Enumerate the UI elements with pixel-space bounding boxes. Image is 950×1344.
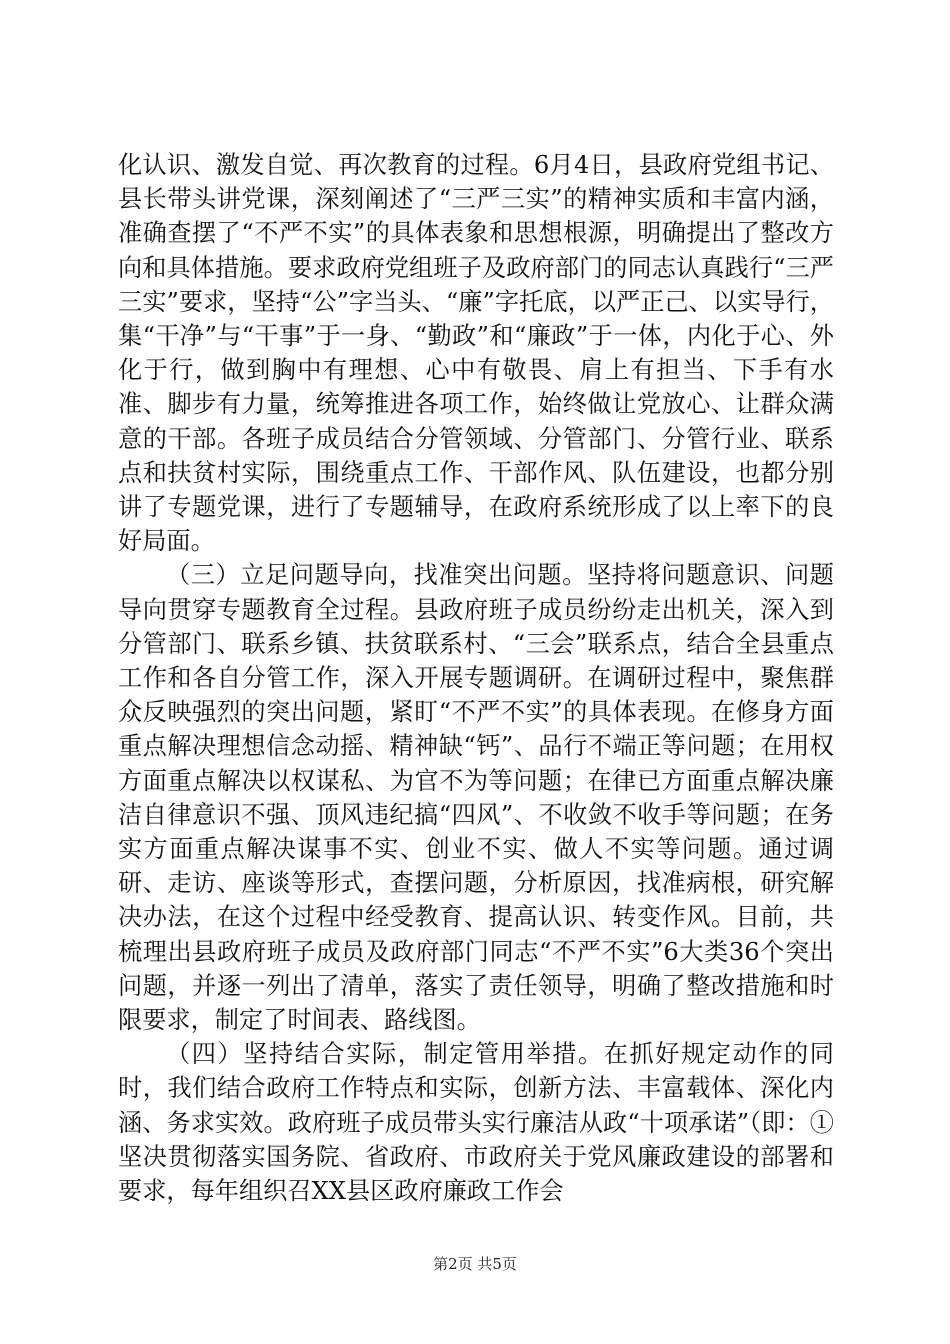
paragraph-3: （四）坚持结合实际，制定管用举措。在抓好规定动作的同时，我们结合政府工作特点和实际，创新方法、丰富载体、深化内涵、务求实效。政府班子成员带头实行廉洁从政“十项承诺”（即：①坚决贯彻落实国务院、省政府、市政府关于党风廉政建设的部署和要求，每年组织召XX县区政府廉政工作会 [118, 1040, 834, 1206]
body-text [118, 148, 834, 1208]
paragraph-2: （三）立足问题导向，找准突出问题。坚持将问题意识、问题导向贯穿专题教育全过程。县政府班子成员纷纷走出机关，深入到分管部门、联系乡镇、扶贫联系村、“三会”联系点，结合全县重点工作和各自分管工作，深入开展专题调研。在调研过程中，聚焦群众反映强烈的突出问题，紧盯“不严不实”的具体表现。在修身方面重点解决理想信念动摇、精神缺“钙”、品行不端正等问题；在用权方面重点解决以权谋私、为官不为等问题；在律已方面重点解决廉洁自律意识不强、顶风违纪搞“四风”、不收敛不收手等问题；在务实方面重点解决谋事不实、创业不实、做人不实等问题。通过调研、走访、座谈等形式，查摆问题，分析原因，找准病根，研究解决办法，在这个过程中经受教育、提高认识、转变作风。目前，共梳理出县政府班子成员及政府部门同志“不严不实”6大类36个突出问题，并逐一列出了清单，落实了责任领导，明确了整改措施和时限要求，制定了时间表、路线图。 [118, 561, 834, 1035]
page-footer: 第2页 共5页 [433, 1255, 517, 1273]
paragraph-1: 化认识、激发自觉、再次教育的过程。6月4日，县政府党组书记、县长带头讲党课，深刻阐述了“三严三实”的精神实质和丰富内涵，准确查摆了“不严不实”的具体表象和思想根源，明确提出了整改方向和具体措施。要求政府党组班子及政府部门的同志认真践行“三严三实”要求，坚持“公”字当头、“廉”字托底，以严正己、以实导行，集“干净”与“干事”于一身、“勤政”和“廉政”于一体，内化于心、外化于行，做到胸中有理想、心中有敬畏、肩上有担当、下手有水准、脚步有力量，统筹推进各项工作，始终做让党放心、让群众满意的干部。各班子成员结合分管领域、分管部门、分管行业、联系点和扶贫村实际，围绕重点工作、干部作风、队伍建设，也都分别讲了专题党课，进行了专题辅导，在政府系统形成了以上率下的良好局面。 [118, 151, 834, 556]
